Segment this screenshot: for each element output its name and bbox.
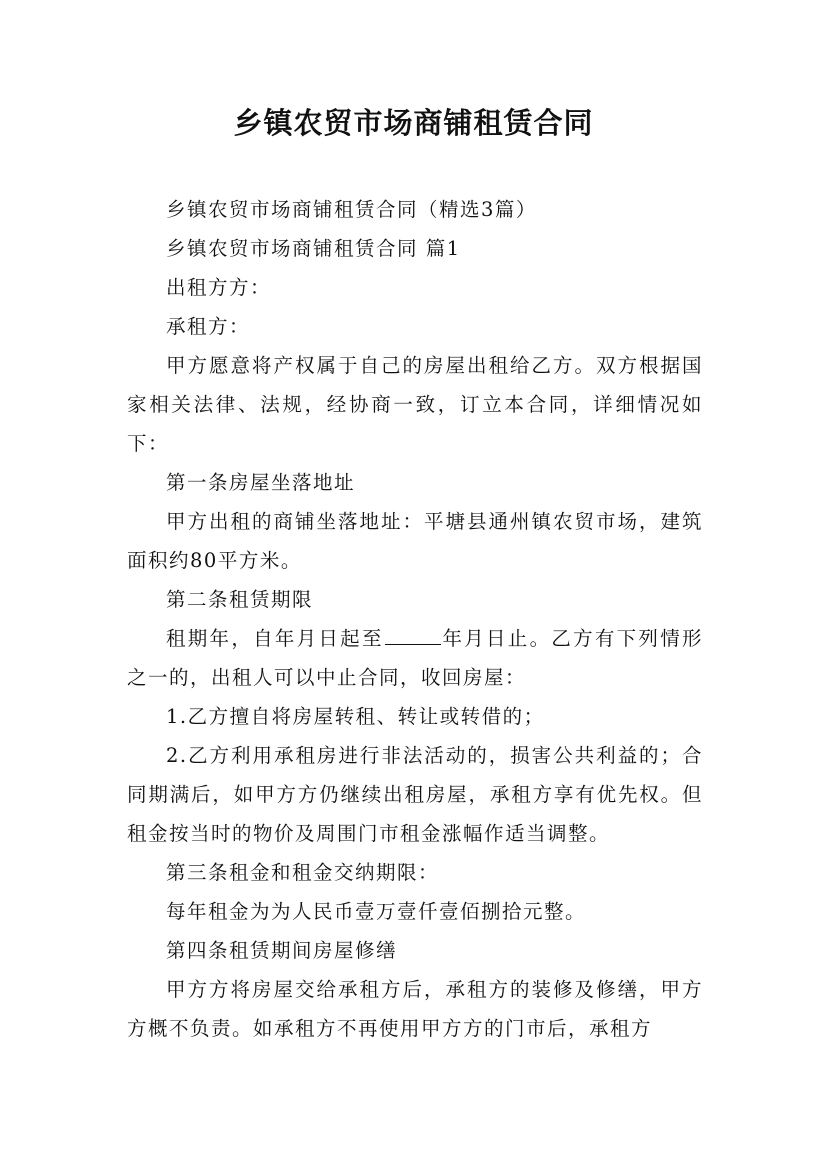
- document-title: 乡镇农贸市场商铺租赁合同: [233, 106, 594, 140]
- article-4-heading: 第四条租赁期间房屋修缮: [166, 939, 398, 962]
- section-heading-part-1: 乡镇农贸市场商铺租赁合同 篇1: [166, 237, 461, 260]
- clause-1-paragraph: 1.乙方擅自将房屋转租、转让或转借的；: [166, 705, 545, 728]
- article-2-heading: 第二条租赁期限: [166, 588, 314, 611]
- article-1-heading: 第一条房屋坐落地址: [166, 471, 356, 494]
- article-4-paragraph: 甲方方将房屋交给承租方后，承租方的装修及修缮，甲方方概不负责。如承租方不再使用甲方方的门市后，承租方: [127, 978, 703, 1040]
- clause-2-paragraph: 2.乙方利用承租房进行非法活动的，损害公共利益的；合同期满后，如甲方方仍继续出租房屋，承租方享有优先权。但租金按当时的物价及周围门市租金涨幅作适当调整。: [127, 744, 703, 845]
- lessor-line: 出租方方：: [166, 276, 272, 299]
- intro-paragraph: 甲方愿意将产权属于自己的房屋出租给乙方。双方根据国家相关法律、法规，经协商一致，订立本合同，详细情况如下：: [127, 354, 703, 455]
- article-1-paragraph: 甲方出租的商铺坐落地址：平塘县通州镇农贸市场，建筑面积约80平方米。: [127, 510, 703, 572]
- article-2-paragraph: [127, 619, 703, 697]
- fill-in-blank: [385, 626, 441, 645]
- subtitle-paragraph: 乡镇农贸市场商铺租赁合同（精选3篇）: [166, 198, 537, 221]
- term-text-before-blank: 租期年，自年月日起至: [166, 627, 384, 650]
- lessee-line: 承租方：: [166, 315, 251, 338]
- article-3-heading: 第三条租金和租金交纳期限：: [166, 861, 440, 884]
- article-3-paragraph: 每年租金为为人民币壹万壹仟壹佰捌拾元整。: [166, 900, 587, 923]
- document-body: [127, 190, 703, 1048]
- term-text-after-blank: 年月日止。乙方有下列情形之一的，出租人可以中止合同，收回房屋：: [127, 627, 703, 689]
